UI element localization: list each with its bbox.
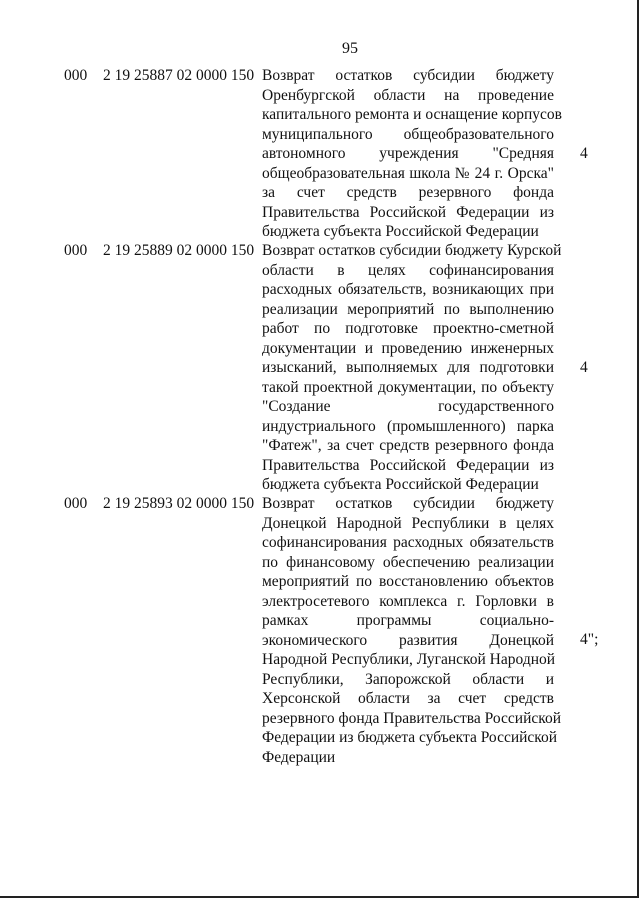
- description-line: бюджета субъекта Российской Федерации: [262, 223, 539, 240]
- description-line: Возврат остатков субсидии бюджету: [262, 67, 554, 84]
- description-line: муниципального общеобразовательного: [262, 125, 554, 143]
- description-line: Правительства Российской Федерации из: [262, 203, 554, 221]
- row-amount: 4: [580, 359, 588, 376]
- description-line: Республики, Запорожской области и: [262, 670, 554, 688]
- description-line: расходных обязательств, возникающих при: [262, 281, 554, 298]
- description-line: по финансовому обеспечению реализации: [262, 553, 554, 571]
- description-line: софинансирования расходных обязательств: [262, 534, 554, 551]
- description-line: рамках программы социально-: [262, 612, 554, 629]
- description-line: мероприятий по восстановлению объектов: [262, 573, 554, 590]
- description-line: Возврат остатков субсидии бюджету: [262, 495, 554, 512]
- description-line: Херсонской области за счет средств: [262, 690, 554, 707]
- description-line: резервного фонда Правительства Российской: [262, 709, 562, 727]
- description-line: автономного учреждения "Средняя: [262, 145, 554, 162]
- admin-code: 000: [64, 67, 88, 84]
- description-line: документации и проведению инженерных: [262, 339, 554, 357]
- description-line: Федерации из бюджета субъекта Российской: [262, 729, 558, 746]
- budget-classification-code: 2 19 25893 02 0000 150: [103, 495, 255, 512]
- description-line: реализации мероприятий по выполнению: [262, 300, 554, 318]
- description-line: Правительства Российской Федерации из: [262, 456, 554, 474]
- description-line: Донецкой Народной Республики в целях: [262, 514, 554, 532]
- page-number: 95: [342, 40, 358, 57]
- description-line: работ по подготовке проектно-сметной: [262, 320, 554, 337]
- description-line: Народной Республики, Луганской Народной: [262, 651, 556, 668]
- description-line: за счет средств резервного фонда: [262, 184, 554, 201]
- row-amount: 4";: [580, 631, 599, 648]
- description-line: индустриального (промышленного) парка: [262, 417, 554, 435]
- budget-classification-code: 2 19 25887 02 0000 150: [103, 67, 255, 84]
- description-line: "Создание государственного: [262, 398, 554, 415]
- description-line: области в целях софинансирования: [262, 261, 554, 279]
- budget-classification-code: 2 19 25889 02 0000 150: [103, 242, 255, 259]
- description-line: бюджета субъекта Российской Федерации: [262, 476, 539, 493]
- description-line: Оренбургской области на проведение: [262, 86, 554, 104]
- description-line: капитального ремонта и оснащение корпусов: [262, 106, 562, 123]
- description-line: экономического развития Донецкой: [262, 631, 554, 649]
- description-line: общеобразовательная школа № 24 г. Орска": [262, 164, 554, 182]
- description-line: Федерации: [262, 748, 336, 766]
- description-line: "Фатеж", за счет средств резервного фонда: [262, 437, 554, 454]
- description-line: изысканий, выполняемых для подготовки: [262, 359, 554, 376]
- admin-code: 000: [64, 242, 88, 259]
- row-description: [262, 66, 562, 242]
- row-amount: 4: [580, 145, 588, 162]
- row-description: [262, 494, 562, 767]
- description-line: Возврат остатков субсидии бюджету Курской: [262, 242, 562, 259]
- description-line: электросетевого комплекса г. Горловки в: [262, 592, 554, 610]
- admin-code: 000: [64, 495, 88, 512]
- description-line: такой проектной документации, по объекту: [262, 378, 554, 396]
- row-description: [262, 241, 562, 495]
